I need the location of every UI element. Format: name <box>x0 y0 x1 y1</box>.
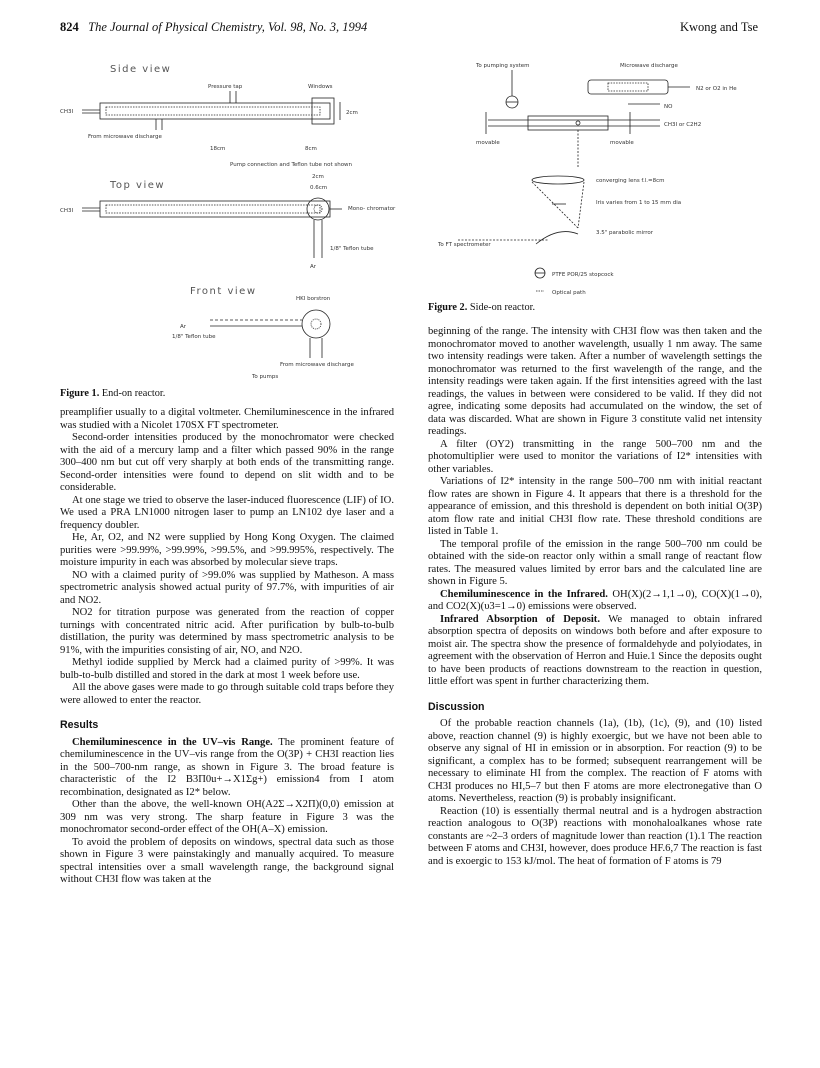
figure-2-caption-label: Figure 2. <box>428 302 468 313</box>
windows-label: Windows <box>308 84 333 90</box>
movable-right-label: movable <box>610 140 634 146</box>
paragraph: He, Ar, O2, and N2 were supplied by Hong Kong Oxygen. The claimed purities were >99.99%, >99.99%, >99.5%, and >99.995%, respectively. The moisture impurity in each was absorbed by molecular sieve traps. <box>60 532 394 568</box>
results-heading: Results <box>60 719 99 731</box>
paragraph: beginning of the range. The intensity with CH3I flow was then taken and the monochromator moved to another wavelength, usually 1 nm away. The same two intensity readings were taken. After a number of wavelength settings the monochromator was returned to the first wavelength of the range, and the intensity readings were taken again. If the first intensities agreed with the last readings, the values in between were considered to be valid. If they did not agree, indicating some deposits had accumulated on the window, the set of data was discarded. What are shown in Figure 3 constitute valid net intensity readings. <box>428 326 762 437</box>
figure-1-caption <box>60 388 165 399</box>
monochromator-label: Mono- chromator <box>348 206 396 212</box>
movable-left-label: movable <box>476 140 500 146</box>
pump-note-label: Pump connection and Teflon tube not shown <box>230 162 353 168</box>
runin-heading: Chemiluminescence in the UV–vis Range. <box>72 736 273 748</box>
top-view-label: Top view <box>110 180 166 191</box>
author-names: Kwong and Tse <box>679 20 758 34</box>
paragraph: All the above gases were made to go through suitable cold traps before they were allowed to enter the reactor. <box>60 682 394 706</box>
front-microwave-label: From microwave discharge <box>280 362 354 368</box>
side-2cm-label: 2cm <box>346 110 358 116</box>
paragraph: At one stage we tried to observe the laser-induced fluorescence (LIF) of IO. We used a PRA LN1000 nitrogen laser to pump an LN102 dye laser and a frequency doubler. <box>60 494 394 531</box>
paragraph: Reaction (10) is essentially thermal neutral and is a hydrogen abstraction reaction analogous to O(3P) reactions with monohaloalkanes whose rate constants are ~2–3 orders of magnitude lower than reaction (1).1 The reaction between F atoms and CH3I, however, does produce HF.6,7 The reaction is fast and is exoergic to 153 kJ/mol. The heat of formation of F atoms is 79 <box>428 805 762 867</box>
paragraph-text: OH(X)(2→1,1→0), CO(X)(1→0), and CO2(X)(υ3=1→0) emissions were observed. <box>428 588 762 612</box>
figure-2-diagram <box>428 58 764 308</box>
side-view-reactor <box>82 91 340 130</box>
teflon-tube-label: 1/8" Teflon tube <box>330 246 374 252</box>
to-ft-label: To FT spectrometer <box>438 242 491 248</box>
to-pumps-label: To pumps <box>252 374 279 380</box>
converging-lens-label: converging lens f.l.=8cm <box>596 178 665 184</box>
front-ar-label: Ar <box>180 324 187 330</box>
figure-2-caption-text: Side-on reactor. <box>469 302 536 313</box>
dim-18cm-label: 18cm <box>210 146 226 152</box>
optical-path-label: Optical path <box>552 290 586 296</box>
top-06cm-label: 0.6cm <box>310 185 328 191</box>
paragraph: A filter (OY2) transmitting in the range 500–700 nm and the photomultiplier were used to monitor the variations of I2* intensities with other variables. <box>428 438 762 475</box>
top-ch3i-label: CH3I <box>60 208 74 214</box>
figure-1-caption-text: End-on reactor. <box>101 388 166 399</box>
iris-label: Iris varies from 1 to 15 mm dia <box>596 200 682 206</box>
ch3i-c2h2-label: CH3I or C2H2 <box>664 122 702 128</box>
figure-1-caption-label: Figure 1. <box>60 388 100 399</box>
top-view-reactor <box>82 198 342 258</box>
no-label: NO <box>664 104 673 110</box>
front-view-reactor <box>210 310 330 358</box>
n2-o2-label: N2 or O2 in He <box>696 86 737 92</box>
top-ar-label: Ar <box>310 264 317 270</box>
paragraph: NO2 for titration purpose was generated from the reaction of copper turnings with concentrated nitric acid. After purification by bulb-to-bulb distillation, the purity was determined by mass spectrometric analysis to be 91%, with the impurities consisting of air, NO, and N2O. <box>60 607 394 656</box>
running-header <box>60 20 367 35</box>
side-view-label: Side view <box>110 64 172 75</box>
paragraph: Of the probable reaction channels (1a), (1b), (1c), (9), and (10) listed above, reaction channel (9) is highly exoergic, but we have not been able to observe any signal of HI in emission or in absorption. For reaction (9) to be significant, a complex has to be formed; subsequent rearrangement will be necessary to eliminate HI from the complex. The reaction of F atoms with CH3I produces no HI,5–7 but then F atoms are more electronegative than O atoms. Nevertheless, reaction (9) is probably insignificant. <box>428 718 762 804</box>
runin-heading: Chemiluminescence in the Infrared. <box>440 588 608 600</box>
runin-heading: Infrared Absorption of Deposit. <box>440 613 600 625</box>
page-number: 824 <box>60 20 79 34</box>
optics-path <box>458 176 584 278</box>
microwave-discharge-label: Microwave discharge <box>620 63 678 69</box>
paragraph-text: The prominent feature of chemiluminescence in the UV–vis range from the O(3P) + CH3I reaction lies in the 500–700-nm range, as shown in Figure 3. The broad feature is characteristic of the I2 B3Π0u+→X1Σg+) emission4 from I atom recombination, designated as I2* below. <box>60 736 394 798</box>
parabolic-mirror-label: 3.5" parabolic mirror <box>596 230 654 236</box>
hki-label: HKI borstron <box>296 296 331 302</box>
side-microwave-label: From microwave discharge <box>88 134 162 140</box>
paragraph: NO with a claimed purity of >99.0% was supplied by Matheson. A mass spectrometric analysis showed actual purity of 97.7%, with impurities of air and NO2. <box>60 569 394 606</box>
right-column <box>428 326 762 868</box>
ptfe-label: PTFE POR/25 stopcock <box>552 272 614 278</box>
pressure-tap-label: Pressure tap <box>208 84 243 90</box>
front-view-label: Front view <box>190 286 257 297</box>
paragraph: To avoid the problem of deposits on windows, spectral data such as those shown in Figure 3 were painstakingly and manually acquired. To measure spectral intensities over a small wavelength range, the background signal without CH3I flow was taken at the <box>60 836 394 885</box>
side-on-reactor <box>486 70 690 168</box>
paragraph: Other than the above, the well-known OH(A2Σ→X2Π)(0,0) emission at 309 nm was very strong. The sharp feature in Figure 3 was the monochromator second-order effect of the OH(A–X) emission. <box>60 799 394 835</box>
journal-citation: The Journal of Physical Chemistry, Vol. 98, No. 3, 1994 <box>88 20 368 34</box>
paragraph: preamplifier usually to a digital voltmeter. Chemiluminescence in the infrared was studied with a Nicolet 170SX FT spectrometer. <box>60 407 394 431</box>
front-teflon-label: 1/8" Teflon tube <box>172 334 216 340</box>
paragraph: Variations of I2* intensity in the range 500–700 nm with initial reactant flow rates are shown in Figure 4. It appears that there is a threshold for the appearance of emission, and this threshold is dependent on both initial O(3P) atom flow rate and initial CH3I flow rate. These threshold conditions are listed in Table 1. <box>428 476 762 537</box>
paragraph: The temporal profile of the emission in the range 500–700 nm could be obtained with the side-on reactor only within a small range of reactant flow rates. The measured values limited by error bars and the calculated line are shown in Figure 5. <box>428 538 762 587</box>
paragraph: Methyl iodide supplied by Merck had a claimed purity of >99%. It was bulb-to-bulb distilled and stored in the dark at most 1 week before use. <box>60 657 394 681</box>
figure-1-diagram <box>60 58 400 384</box>
dim-8cm-label: 8cm <box>305 146 317 152</box>
to-pumping-label: To pumping system <box>476 63 530 69</box>
left-column <box>60 407 394 887</box>
top-2cm-label: 2cm <box>312 174 324 180</box>
paragraph: Second-order intensities produced by the monochromator were checked with the aid of a mercury lamp and a filter which passed 90% in the range 300–400 nm but cut off very sharply at both ends of the transmitting range. Second-order intensities were found to depend on slit width and to be considerable. <box>60 432 394 493</box>
paragraph-text: We managed to obtain infrared absorption spectra of deposits on windows both before and after exposure to moist air. The spectra show the presence of formaldehyde and polyiodates, in agreement with the observation of Herron and Huie.1 Since the deposits ought to have been products of reactions downstream to the reaction in question, little effort was spent in further characterizing them. <box>428 613 762 687</box>
figure-2-caption <box>428 302 535 313</box>
side-ch3i-label: CH3I <box>60 109 74 115</box>
discussion-heading: Discussion <box>428 700 485 713</box>
